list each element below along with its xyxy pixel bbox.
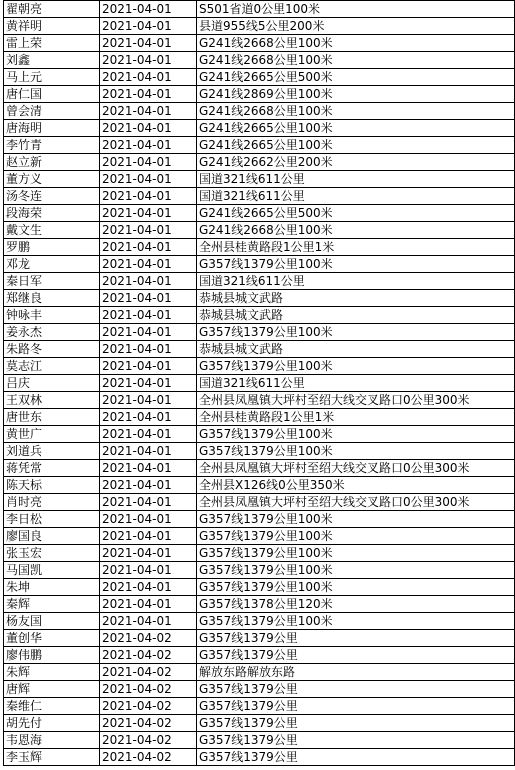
date-cell[interactable]: 2021-04-01	[100, 256, 197, 273]
location-cell[interactable]: 恭城县城文武路	[197, 307, 515, 324]
date-cell[interactable]: 2021-04-01	[100, 443, 197, 460]
table-row	[4, 69, 515, 86]
date-cell[interactable]: 2021-04-02	[100, 698, 197, 715]
name-cell[interactable]: 汤冬连	[4, 188, 100, 205]
date-cell[interactable]: 2021-04-01	[100, 511, 197, 528]
name-cell[interactable]: 杨友国	[4, 613, 100, 630]
location-cell[interactable]: G241线2668公里100米	[197, 35, 515, 52]
date-cell[interactable]: 2021-04-01	[100, 375, 197, 392]
date-cell[interactable]: 2021-04-01	[100, 290, 197, 307]
table-row	[4, 35, 515, 52]
table-row	[4, 256, 515, 273]
date-cell[interactable]: 2021-04-01	[100, 307, 197, 324]
table-row	[4, 307, 515, 324]
date-cell[interactable]: 2021-04-01	[100, 154, 197, 171]
name-cell[interactable]: 段海荣	[4, 205, 100, 222]
date-cell[interactable]: 2021-04-02	[100, 664, 197, 681]
location-cell[interactable]: G357线1379公里100米	[197, 545, 515, 562]
date-cell[interactable]: 2021-04-01	[100, 324, 197, 341]
table-row	[4, 511, 515, 528]
name-cell[interactable]: 张玉宏	[4, 545, 100, 562]
date-cell[interactable]: 2021-04-01	[100, 477, 197, 494]
name-cell[interactable]: 秦维仁	[4, 698, 100, 715]
location-cell[interactable]: G357线1379公里	[197, 732, 515, 749]
name-cell[interactable]: 姜永杰	[4, 324, 100, 341]
location-cell[interactable]: G241线2665公里100米	[197, 120, 515, 137]
name-cell[interactable]: 戴文生	[4, 222, 100, 239]
date-cell[interactable]: 2021-04-02	[100, 681, 197, 698]
name-cell[interactable]: 朱坤	[4, 579, 100, 596]
name-cell[interactable]: 廖伟鹏	[4, 647, 100, 664]
date-cell[interactable]: 2021-04-01	[100, 222, 197, 239]
date-cell[interactable]: 2021-04-01	[100, 52, 197, 69]
table-row	[4, 137, 515, 154]
table-row	[4, 375, 515, 392]
table-row	[4, 86, 515, 103]
name-cell[interactable]: 黄祥明	[4, 18, 100, 35]
date-cell[interactable]: 2021-04-01	[100, 341, 197, 358]
table-row	[4, 681, 515, 698]
table-row	[4, 188, 515, 205]
table-row	[4, 613, 515, 630]
name-cell[interactable]: 廖国良	[4, 528, 100, 545]
location-cell[interactable]: G241线2668公里100米	[197, 103, 515, 120]
location-cell[interactable]: G357线1379公里100米	[197, 613, 515, 630]
name-cell[interactable]: 李日松	[4, 511, 100, 528]
location-cell[interactable]: 恭城县城文武路	[197, 341, 515, 358]
name-cell[interactable]: 秦日军	[4, 273, 100, 290]
records-table-body	[4, 1, 515, 766]
date-cell[interactable]: 2021-04-01	[100, 103, 197, 120]
name-cell[interactable]: 马上元	[4, 69, 100, 86]
name-cell[interactable]: 黄世广	[4, 426, 100, 443]
name-cell[interactable]: 李竹青	[4, 137, 100, 154]
date-cell[interactable]: 2021-04-01	[100, 120, 197, 137]
location-cell[interactable]: G357线1379公里100米	[197, 324, 515, 341]
location-cell[interactable]: G241线2668公里100米	[197, 222, 515, 239]
date-cell[interactable]: 2021-04-02	[100, 647, 197, 664]
location-cell[interactable]: G357线1379公里	[197, 630, 515, 647]
location-cell[interactable]: 国道321线611公里	[197, 188, 515, 205]
name-cell[interactable]: 朱路冬	[4, 341, 100, 358]
location-cell[interactable]: 全州县凤凰镇大坪村至绍大线交叉路口0公里300米	[197, 494, 515, 511]
name-cell[interactable]: 唐辉	[4, 681, 100, 698]
table-row	[4, 239, 515, 256]
location-cell[interactable]: 国道321线611公里	[197, 273, 515, 290]
table-row	[4, 18, 515, 35]
name-cell[interactable]: 刘鑫	[4, 52, 100, 69]
table-row	[4, 664, 515, 681]
table-row	[4, 494, 515, 511]
location-cell[interactable]: G357线1379公里100米	[197, 511, 515, 528]
date-cell[interactable]: 2021-04-01	[100, 596, 197, 613]
location-cell[interactable]: G241线2668公里100米	[197, 52, 515, 69]
table-row	[4, 749, 515, 766]
table-row	[4, 103, 515, 120]
location-cell[interactable]: G357线1379公里100米	[197, 562, 515, 579]
name-cell[interactable]: 董方义	[4, 171, 100, 188]
location-cell[interactable]: G357线1379公里	[197, 749, 515, 766]
location-cell[interactable]: G357线1379公里100米	[197, 426, 515, 443]
table-row	[4, 52, 515, 69]
location-cell[interactable]: 全州县凤凰镇大坪村至绍大线交叉路口0公里300米	[197, 460, 515, 477]
location-cell[interactable]: G357线1379公里100米	[197, 528, 515, 545]
date-cell[interactable]: 2021-04-01	[100, 528, 197, 545]
location-cell[interactable]: G357线1379公里100米	[197, 579, 515, 596]
table-row	[4, 579, 515, 596]
date-cell[interactable]: 2021-04-01	[100, 137, 197, 154]
date-cell[interactable]: 2021-04-01	[100, 579, 197, 596]
date-cell[interactable]: 2021-04-01	[100, 205, 197, 222]
location-cell[interactable]: G357线1379公里100米	[197, 256, 515, 273]
date-cell[interactable]: 2021-04-02	[100, 749, 197, 766]
location-cell[interactable]: G241线2869公里100米	[197, 86, 515, 103]
date-cell[interactable]: 2021-04-01	[100, 545, 197, 562]
location-cell[interactable]: G357线1379公里	[197, 715, 515, 732]
date-cell[interactable]: 2021-04-01	[100, 392, 197, 409]
name-cell[interactable]: 韦恩海	[4, 732, 100, 749]
location-cell[interactable]: G241线2665公里100米	[197, 137, 515, 154]
date-cell[interactable]: 2021-04-01	[100, 86, 197, 103]
date-cell[interactable]: 2021-04-01	[100, 239, 197, 256]
table-row	[4, 392, 515, 409]
date-cell[interactable]: 2021-04-01	[100, 18, 197, 35]
table-row	[4, 1, 515, 18]
table-row	[4, 324, 515, 341]
table-row	[4, 358, 515, 375]
date-cell[interactable]: 2021-04-01	[100, 494, 197, 511]
date-cell[interactable]: 2021-04-01	[100, 171, 197, 188]
date-cell[interactable]: 2021-04-01	[100, 409, 197, 426]
date-cell[interactable]: 2021-04-01	[100, 358, 197, 375]
location-cell[interactable]: G357线1379公里	[197, 698, 515, 715]
date-cell[interactable]: 2021-04-02	[100, 630, 197, 647]
name-cell[interactable]: 曾会清	[4, 103, 100, 120]
table-row	[4, 154, 515, 171]
records-table	[3, 0, 515, 766]
name-cell[interactable]: 赵立新	[4, 154, 100, 171]
table-row	[4, 630, 515, 647]
table-row	[4, 460, 515, 477]
location-cell[interactable]: G357线1379公里	[197, 647, 515, 664]
name-cell[interactable]: 莫志江	[4, 358, 100, 375]
name-cell[interactable]: 马国凯	[4, 562, 100, 579]
location-cell[interactable]: G357线1379公里100米	[197, 358, 515, 375]
name-cell[interactable]: 唐世东	[4, 409, 100, 426]
table-row	[4, 120, 515, 137]
name-cell[interactable]: 钟咏丰	[4, 307, 100, 324]
table-row	[4, 426, 515, 443]
name-cell[interactable]: 邓龙	[4, 256, 100, 273]
table-row	[4, 732, 515, 749]
location-cell[interactable]: 全州县X126线0公里350米	[197, 477, 515, 494]
table-row	[4, 171, 515, 188]
name-cell[interactable]: 刘道兵	[4, 443, 100, 460]
name-cell[interactable]: 董创华	[4, 630, 100, 647]
location-cell[interactable]: 全州县凤凰镇大坪村至绍大线交叉路口0公里300米	[197, 392, 515, 409]
table-row	[4, 715, 515, 732]
date-cell[interactable]: 2021-04-01	[100, 35, 197, 52]
location-cell[interactable]: G241线2662公里200米	[197, 154, 515, 171]
date-cell[interactable]: 2021-04-02	[100, 715, 197, 732]
date-cell[interactable]: 2021-04-01	[100, 1, 197, 18]
table-row	[4, 477, 515, 494]
name-cell[interactable]: 翟朝亮	[4, 1, 100, 18]
location-cell[interactable]: 县道955线5公里200米	[197, 18, 515, 35]
table-row	[4, 443, 515, 460]
name-cell[interactable]: 陈天标	[4, 477, 100, 494]
location-cell[interactable]: 解放东路解放东路	[197, 664, 515, 681]
date-cell[interactable]: 2021-04-01	[100, 188, 197, 205]
date-cell[interactable]: 2021-04-01	[100, 460, 197, 477]
location-cell[interactable]: G357线1379公里	[197, 681, 515, 698]
name-cell[interactable]: 胡先付	[4, 715, 100, 732]
table-row	[4, 341, 515, 358]
location-cell[interactable]: G357线1379公里100米	[197, 443, 515, 460]
table-row	[4, 222, 515, 239]
table-row	[4, 273, 515, 290]
location-cell[interactable]: G241线2665公里500米	[197, 205, 515, 222]
name-cell[interactable]: 雷上荣	[4, 35, 100, 52]
name-cell[interactable]: 王双林	[4, 392, 100, 409]
name-cell[interactable]: 吕庆	[4, 375, 100, 392]
name-cell[interactable]: 朱辉	[4, 664, 100, 681]
location-cell[interactable]: G241线2665公里500米	[197, 69, 515, 86]
table-row	[4, 698, 515, 715]
location-cell[interactable]: 国道321线611公里	[197, 375, 515, 392]
location-cell[interactable]: S501省道0公里100米	[197, 1, 515, 18]
table-row	[4, 647, 515, 664]
name-cell[interactable]: 秦辉	[4, 596, 100, 613]
date-cell[interactable]: 2021-04-01	[100, 273, 197, 290]
table-row	[4, 528, 515, 545]
table-row	[4, 409, 515, 426]
table-row	[4, 562, 515, 579]
location-cell[interactable]: 国道321线611公里	[197, 171, 515, 188]
name-cell[interactable]: 唐仁国	[4, 86, 100, 103]
location-cell[interactable]: G357线1378公里120米	[197, 596, 515, 613]
table-row	[4, 205, 515, 222]
name-cell[interactable]: 郑继良	[4, 290, 100, 307]
date-cell[interactable]: 2021-04-01	[100, 426, 197, 443]
date-cell[interactable]: 2021-04-01	[100, 613, 197, 630]
name-cell[interactable]: 唐海明	[4, 120, 100, 137]
location-cell[interactable]: 恭城县城文武路	[197, 290, 515, 307]
name-cell[interactable]: 肖时亮	[4, 494, 100, 511]
location-cell[interactable]: 全州县桂黄路段1公里1米	[197, 409, 515, 426]
name-cell[interactable]: 蒋凭常	[4, 460, 100, 477]
table-row	[4, 596, 515, 613]
date-cell[interactable]: 2021-04-01	[100, 562, 197, 579]
date-cell[interactable]: 2021-04-01	[100, 69, 197, 86]
location-cell[interactable]: 全州县桂黄路段1公里1米	[197, 239, 515, 256]
table-row	[4, 290, 515, 307]
name-cell[interactable]: 罗鹏	[4, 239, 100, 256]
name-cell[interactable]: 李玉辉	[4, 749, 100, 766]
table-row	[4, 545, 515, 562]
date-cell[interactable]: 2021-04-02	[100, 732, 197, 749]
